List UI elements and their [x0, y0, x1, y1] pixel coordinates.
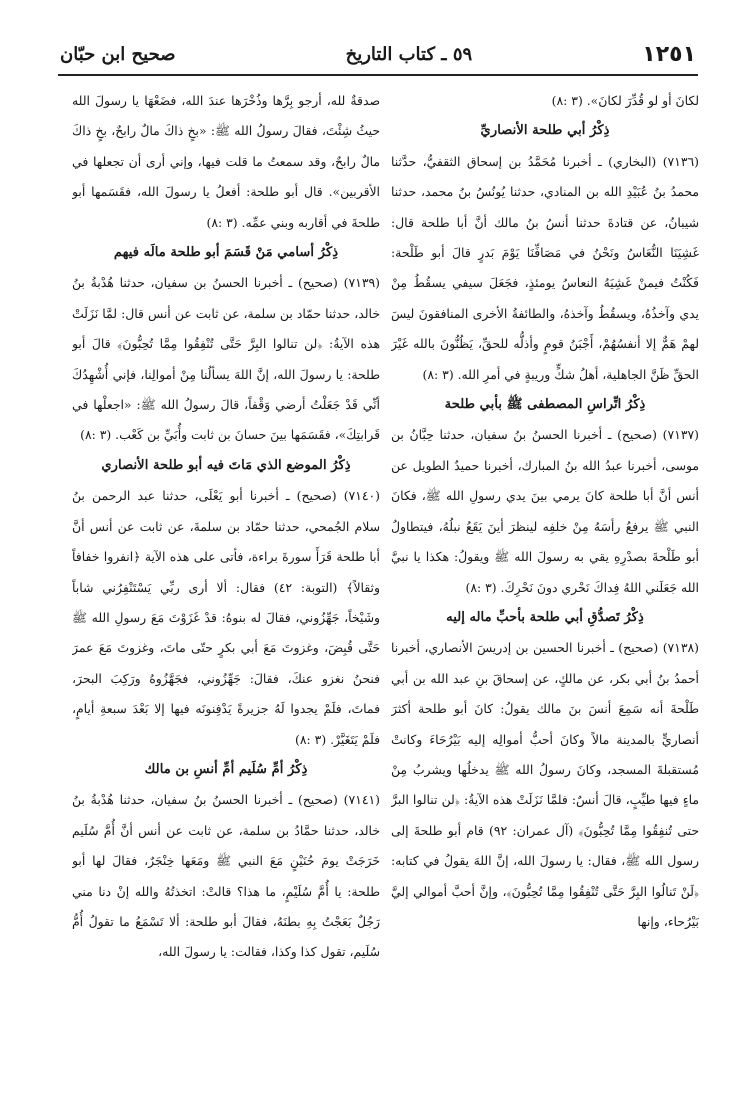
paragraph: (٧١٣٨) (صحيح) ـ أخبرنا الحسين بن إدريسَ الأنصاري، أخبرنا أحمدُ بنُ أبي بكر، عن مالكٍ، عن إسحاقَ بنِ عبد الله بن أبي طَلْحةَ أنه سَمِعَ أنسَ بنَ مالك يقولُ: كانَ أبو طلحة أكثرَ أنصاريٍّ بالمدينة مالاً وكانَ أحبُّ أموالِه إليه بَيْرُحَاءَ وكانتْ مُستقبلةَ المسجد، وكانَ رسولُ الله ﷺ يدخلُها ويشربُ مِنْ ماءٍ فيها طيِّبٍ، قالَ أنسٌ: فلمَّا نَزَلَتْ هذه الآيةُ: ﴿لن تنالوا البرَّ حتى تُنفِقُوا مِمَّا تُحِبُّونَ﴾ (آل عمران: ٩٢) قام أبو طلحةَ إلى رسول الله ﷺ، فقال: يا رسولَ الله، إنَّ اللهَ يقولُ في كتابه: ﴿لَنْ تَنالُوا البِرَّ حَتَّى تُنْفِقُوا مِمَّا تُحِبُّونَ﴾، وإنَّ أحبَّ أموالي إليَّ بَيْرُحاء، وإنها	[391, 640, 699, 929]
section-heading: ذِكْرُ أبي طلحة الأنصاريِّ	[480, 123, 610, 139]
paragraph: صدقةٌ لله، أرجو بِرَّها وذُخْرَها عندَ الله، فضَعْهَا يا رسولَ الله حيثُ شِئْتَ، فقالَ رسولُ الله ﷺ: «بخٍ ذاكَ مالٌ رابحٌ، بخٍ ذاكَ مالٌ رابحٌ، وقد سمعتُ ما قلت فيها، وإني أرى أن تجعلها في الأقربين». قال أبو طلحة: أفعلُ يا رسولَ الله، فقَسَمها أبو طلحةَ في أقاربه وبني عمِّه. (٣ :٨)	[72, 93, 380, 230]
section-heading: ذِكْرُ الموضع الذي مَاتَ فيه أبو طلحة الأنصاري	[101, 457, 351, 473]
section-heading: ذِكْرُ تَصدُّقِ أبي طلحة بأحبِّ ماله إليه	[446, 609, 644, 625]
book-title: صحيح ابن حبّان	[60, 43, 176, 65]
page-header	[60, 36, 696, 72]
section-heading: ذِكْرُ أسامي مَنْ قَسَمَ أبو طلحة مالَه فيهم	[113, 245, 339, 261]
paragraph: (٧١٤١) (صحيح) ـ أخبرنا الحسنُ بنُ سفيان، حدثنا هُدْبةُ بنُ خالد، حدثنا حمَّادُ بن سلمة، عن ثابت عن أنس أنَّ أُمَّ سُلَيم خَرَجَتْ يومَ حُنَيْنٍ مَعَ النبي ﷺ ومَعَها خِنْجَرٌ، فقالَ لها أبو طلحة: يا أُمَّ سُلَيْمٍ، ما هذا؟ قالتْ: اتخذتُهُ والله إنْ دنا مني رَجُلٌ بَعَجْتُ بِهِ بطنَهُ، فقالَ أبو طلحة: ألا تَسْمَعُ ما تقولُ أُمُّ سُلَيم، تقول كذا وكذا، فقالت: يا رسولَ الله،	[72, 792, 380, 960]
chapter-title: ٥٩ ـ كتاب التاريخ	[345, 43, 473, 65]
page-number: ١٢٥١	[642, 41, 696, 67]
header-rule	[58, 74, 698, 76]
paragraph: (٧١٣٧) (صحيح) ـ أخبرنا الحسنُ بنُ سفيان، حدثنا حِبَّانُ بن موسى، أخبرنا عبدُ الله بنُ المبارك، أخبرنا حميدٌ الطويل عن أنس أنَّ أبا طلحة كانَ يرمي بينَ يدي رسولِ الله ﷺ، فكانَ النبي ﷺ يرفعُ رأسَهُ مِنْ خلفِه لينظرَ أينَ يَقَعُ نبلُهُ، فيتطاولُ أبو طَلْحةَ بصدْرِهِ يقي به رسولَ الله ﷺ ويقولُ: هكذا يا نبيَّ الله جَعَلَني اللهُ فِداكَ نَحْري دونَ نَحْرِكَ. (٣ :٨)	[391, 427, 699, 595]
paragraph: (٧١٣٩) (صحيح) ـ أخبرنا الحسنُ بن سفيان، حدثنا هُدْبةُ بنُ خالد، حدثنا حمّاد بن سلمة، عن ثابت عن أنس قال: لمَّا نَزَلَتْ هذه الآيةُ: ﴿لن تنالوا البِرَّ حَتَّى تُنْفِقُوا مِمَّا تُحِبُّونَ﴾ قالَ أبو طلحة: يا رسولَ الله، إنَّ اللهَ يسألُنا مِنْ أموالِنا، فإني أُشْهِدُكَ أنِّي قَدْ جَعَلْتُ أرضي وَقْفاً، قالَ رسولُ الله ﷺ: «اجعلْها في قَرابتِكَ»، فقَسَمَها بينَ حسانَ بن ثابت وأُبَيِّ بن كَعْب. (٣ :٨)	[72, 275, 380, 443]
section-heading: ذِكْرُ اتِّراسِ المصطفى ﷺ بأبي طلحة	[444, 397, 646, 413]
paragraph: (٧١٤٠) (صحيح) ـ أخبرنا أبو يَعْلَى، حدثنا عبد الرحمن بنُ سلام الجُمحي، حدثنا حمّاد بن سلمةَ، عن ثابت عن أنس أنَّ أبا طلحة قَرَأَ سورةَ براءة، فأتى على هذه الآية ﴿انفروا خفافاً وثقالاً﴾ (التوبة: ٤٢) فقال: ألا أرى ربِّي يَسْتَنْفِرُني شاباً وشَيْخاً، جَهِّزُوني، فقالَ له بنوهُ: قدْ غَزَوْتَ مَعَ رسولِ الله ﷺ حَتَّى قُبِضَ، وغزوتَ مَعَ أبي بكرٍ حتّى ماتَ، وغزوتَ مَعَ عمرَ فنحنُ نغزو عنكَ، فقالَ: جَهِّزُوني، فجَهَّزُوهُ ورَكِبَ البحرَ، فماتَ، فلَمْ يجدوا لَهُ جزيرةً يَدْفِنونَه فيها إلا بَعْدَ سبعةِ أيامٍ، فلَمْ يَتَغَيَّرْ. (٣ :٨)	[72, 488, 380, 747]
paragraph: (٧١٣٦) (البخاري) ـ أخبرنا مُحَمَّدُ بن إسحاق الثقفيُّ، حدَّثنا محمدُ بنُ عُبَيْدِ الله بن المنادي، حدثنا يُونُسُ بنُ محمد، حدثنا شيبانُ، عن قتادةَ حدثنا أنسُ بنُ مالك أنَّ أبا طلحة قال: غَشِيَنَا النُّعَاسُ ونَحْنُ في مَصَافِّنَا يَوْمَ بَدرٍ قالَ أبو طَلْحة: فَكُنْتُ فيمنْ غَشِيَهُ النعاسُ يومئذٍ، فجَعَلَ سيفي يسقُطُ مِنْ يدي وآخذُهُ، ويسقُطُ وآخذهُ، والطائفةُ الأخرى المنافقونَ ليسَ لهمْ هَمٌّ إلا أنفسُهُمْ، أَجْبَنُ قومٍ وأذلُّه للحقِّ، يَظُنُّونَ بالله غَيْرَ الحقِّ ظَنَّ الجاهلية، أهلُ شكٍّ وريبةٍ في أمرِ الله. (٣ :٨)	[391, 153, 699, 382]
left-column	[72, 86, 380, 1082]
right-column	[391, 86, 699, 1082]
paragraph: لكانَ أو لو قُدِّرَ لكانَ». (٣ :٨)	[551, 93, 699, 108]
section-heading: ذِكْرُ أمِّ سُلَيم أمِّ أنسِ بن مالك	[144, 761, 308, 777]
